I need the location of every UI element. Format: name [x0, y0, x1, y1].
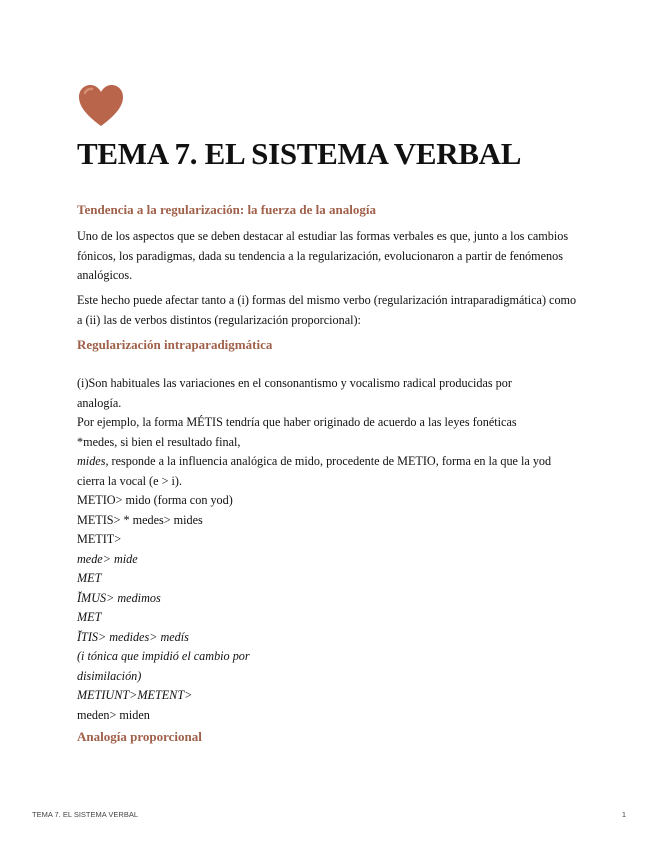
paragraph-intro: Uno de los aspectos que se deben destacar al estudiar las formas verbales es que, junto a los cambios fónicos, los paradigmas, dada su tendencia a la regularización, evolucionaron a partir de fenómenos analógicos.: [77, 229, 569, 282]
text-line: cierra la vocal (e > i).: [77, 473, 182, 488]
text-line: (i tónica que impidió el cambio por: [77, 649, 250, 663]
text-line: METIS> * medes> mides: [77, 512, 203, 527]
section-heading: Tendencia a la regularización: la fuerza de la analogía: [77, 202, 376, 217]
subheading-proportional: Analogía proporcional: [77, 729, 202, 744]
text-line: METIT>: [77, 532, 122, 546]
text-line: ĬTIS> medides> medís: [77, 629, 189, 644]
text-line: METIUNT>METENT>: [77, 688, 193, 702]
subheading-intraparadigmatic: Regularización intraparadigmática: [77, 337, 273, 352]
text-line: meden> miden: [77, 707, 150, 722]
text-line: ĬMUS> medimos: [77, 590, 161, 605]
text-line: MET: [77, 571, 102, 585]
footer-title: TEMA 7. EL SISTEMA VERBAL: [32, 810, 139, 819]
text-line: [77, 452, 551, 472]
text-line: *medes, si bien el resultado final,: [77, 434, 241, 449]
paragraph-types: Este hecho puede afectar tanto a (i) formas del mismo verbo (regularización intraparadigmática) como a (ii) las de verbos distintos (regularización proporcional):: [77, 293, 577, 327]
text-line: mede> mide: [77, 551, 138, 566]
text-line: disimilación): [77, 668, 142, 683]
italic-word: mides: [77, 454, 106, 468]
text-line: METIO> mido (forma con yod): [77, 493, 233, 507]
text-line: Por ejemplo, la forma MÉTIS tendría que haber originado de acuerdo a las leyes fonéticas: [77, 415, 517, 429]
page-number: 1: [621, 810, 626, 819]
page-title: TEMA 7. EL SISTEMA VERBAL: [77, 136, 522, 171]
text-line: MET: [77, 610, 102, 624]
text-line: analogía.: [77, 395, 122, 410]
text-span: , responde a la influencia analógica de mido, procedente de METIO, forma en la que la yod: [105, 454, 552, 468]
text-line: (i)Son habituales las variaciones en el consonantismo y vocalismo radical producidas por: [77, 376, 512, 390]
brown-heart-icon: [78, 84, 124, 128]
